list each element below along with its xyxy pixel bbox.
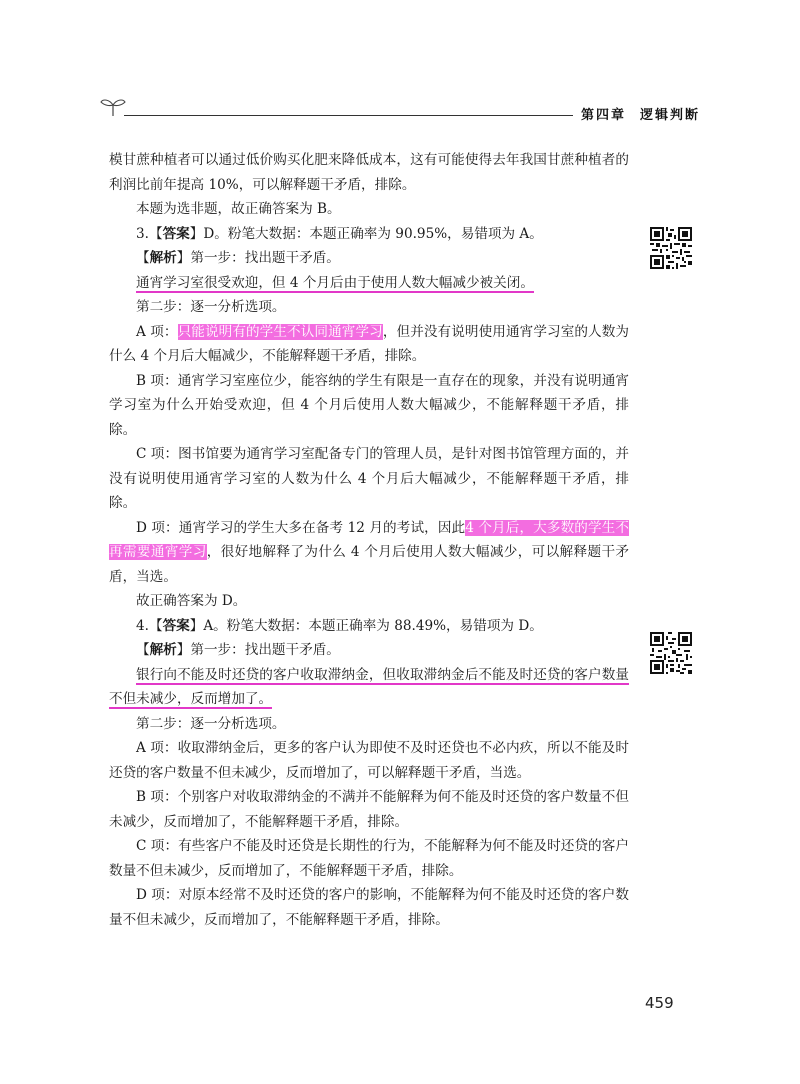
analysis-label: 解析 [149,642,177,658]
highlighted-text: 4 个月后，大多数的学生不再需要通宵学习 [109,519,629,560]
contradiction-text [109,663,629,712]
analysis-label: 解析 [149,250,177,266]
contradiction-text [109,271,629,296]
option-d: D 项：通宵学习的学生大多在备考 12 月的考试，因此4 个月后，大多数的学生不再需要通宵学习，很好地解释了为什么 4 个月后使用人数大幅减少，可以解释题干矛盾，当选。 [109,519,630,585]
paragraph: 本题为选非题，故正确答案为 B。 [136,201,341,217]
option-b: B 项：个别客户对收取滞纳金的不满并不能解释为何不能及时还贷的客户数量不但未减少，反而增加了，不能解释题干矛盾，排除。 [109,789,629,830]
paragraph: 模甘蔗种植者可以通过低价购买化肥来降低成本，这有可能使得去年我国甘蔗种植者的利润比前年提高 10%，可以解释题干矛盾，排除。 [109,152,629,193]
option-d: D 项：对原本经常不及时还贷的客户的影响，不能解释为何不能及时还贷的客户数量不但未减少，反而增加了，不能解释题干矛盾，排除。 [109,887,629,928]
answer-line: 3.【答案】D。粉笔大数据：本题正确率为 90.95%，易错项为 A。 [136,225,543,242]
option-a: A 项：收取滞纳金后，更多的客户认为即使不及时还贷也不必内疚，所以不能及时还贷的客户数量不但未减少，反而增加了，可以解释题干矛盾，当选。 [109,740,629,781]
chapter-heading [573,104,700,123]
qr-code-icon[interactable] [650,227,692,269]
page-header [100,96,700,126]
page-number: 459 [645,994,674,1012]
analysis-line: 【解析】第一步：找出题干矛盾。 [136,642,340,658]
analysis-line: 【解析】第一步：找出题干矛盾。 [136,250,340,266]
option-c: C 项：图书馆要为通宵学习室配备专门的管理人员，是针对图书馆管理方面的，并没有说明使用通宵学习室的人数为什么 4 个月后大幅减少，不能解释题干矛盾，排除。 [109,446,629,511]
page-content [109,148,629,932]
paragraph: 第二步：逐一分析选项。 [136,299,286,315]
conclusion: 故正确答案为 D。 [136,593,247,609]
underlined-text: 通宵学习室很受欢迎，但 4 个月后由于使用人数大幅减少被关闭。 [136,274,534,291]
underlined-text: 银行向不能及时还贷的客户收取滞纳金，但收取滞纳金后不能及时还贷的客户数量不但未减少，反而增加了。 [109,666,629,707]
option-b: B 项：通宵学习室座位少，能容纳的学生有限是一直存在的现象，并没有说明通宵学习室为什么开始受欢迎，但 4 个月后使用人数大幅减少，不能解释题干矛盾，排除。 [109,372,629,438]
answer-line: 4.【答案】A。粉笔大数据：本题正确率为 88.49%，易错项为 D。 [136,617,543,634]
answer-label: 答案 [162,617,190,634]
paragraph: 第二步：逐一分析选项。 [136,715,286,732]
highlighted-text: 只能说明有的学生不认同通宵学习 [177,323,383,340]
option-c: C 项：有些客户不能及时还贷是长期性的行为，不能解释为何不能及时还贷的客户数量不但未减少，反而增加了，不能解释题干矛盾，排除。 [109,838,629,879]
qr-code-icon[interactable] [650,632,692,674]
chapter-number: 第四章 [580,108,626,123]
chapter-title: 逻辑判断 [639,108,700,123]
sprout-icon [100,96,126,118]
answer-label: 答案 [162,225,190,242]
option-a: A 项：只能说明有的学生不认同通宵学习，但并没有说明使用通宵学习室的人数为什么 4 个月后大幅减少，不能解释题干矛盾，排除。 [109,323,630,364]
